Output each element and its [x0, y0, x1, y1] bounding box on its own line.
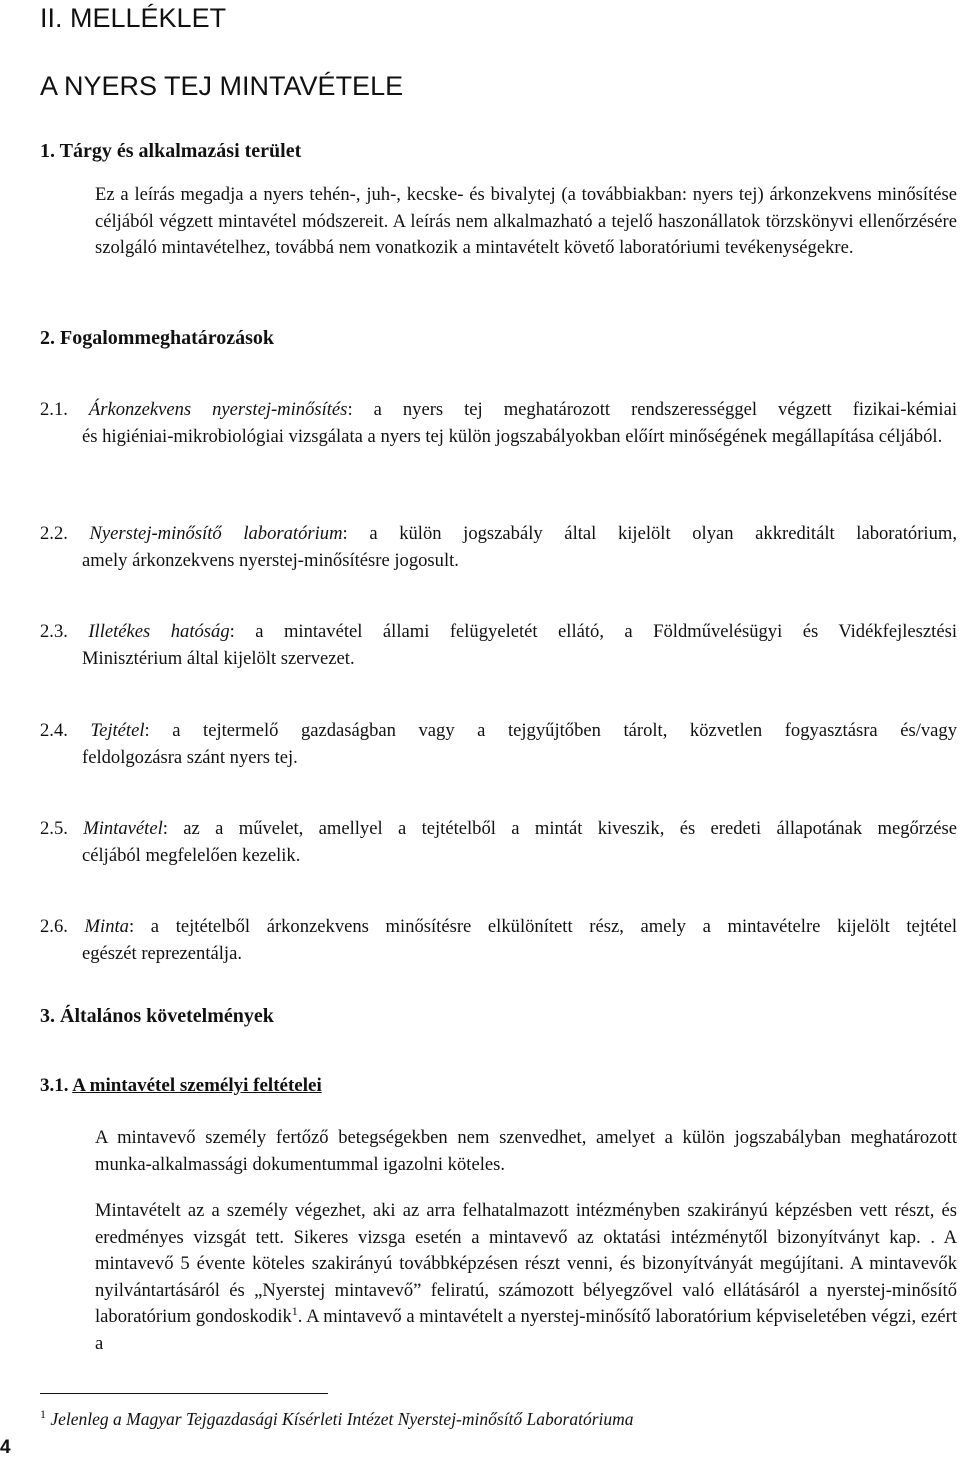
- definition-2-1: [40, 397, 957, 450]
- definition-term: Árkonzekvens nyerstej-minősítés: [88, 399, 348, 420]
- section-1-heading: 1. Tárgy és alkalmazási terület: [40, 140, 302, 162]
- definition-continuation: Minisztérium által kijelölt szervezet.: [82, 647, 355, 669]
- definition-term: Illetékes hatóság: [88, 621, 230, 642]
- paragraph-text: Mintavételt az a személy végezhet, aki az arra felhatalmazott intézményben szakirányú képzésben vett részt, és eredményes vizsgát tett. Sikeres vizsga esetén a mintavevő az oktatási intézménytől bizonyítványt kap. . A mintavevő 5 évente köteles szakirányú továbbképzésen részt venni, és bizonyítványát megújítani. A mintavevők nyilvántartásáról és „Nyerstej mintavevő” feliratú, számozott bélyegzővel való ellátásáról a nyerstej-minősítő laboratórium gondoskodik: [95, 1200, 957, 1327]
- definition-2-6: [40, 914, 957, 967]
- definition-number: 2.5.: [40, 818, 68, 839]
- definition-term: Tejtétel: [90, 720, 145, 741]
- footnote-text: Jelenleg a Magyar Tejgazdasági Kísérleti Intézet Nyerstej-minősítő Laboratóriuma: [50, 1409, 634, 1429]
- definition-number: 2.3.: [40, 621, 68, 642]
- definition-first-line: [40, 914, 957, 941]
- definition-first-line: [40, 619, 957, 646]
- definition-2-4: [40, 718, 957, 771]
- document-title: A NYERS TEJ MINTAVÉTELE: [40, 71, 404, 101]
- section-2-heading: 2. Fogalommeghatározások: [40, 327, 275, 349]
- definition-text: : az a művelet, amellyel a tejtételből a mintát kiveszik, és eredeti állapotának megőrzése: [162, 818, 957, 839]
- subsection-3-1-heading: [40, 1073, 322, 1099]
- definition-number: 2.6.: [40, 916, 68, 937]
- paragraph-text-end: . A mintavevő a mintavételt a nyerstej-minősítő laboratórium képviseletében végzi, ezért a: [95, 1306, 957, 1354]
- definition-number: 2.4.: [40, 720, 68, 741]
- definition-continuation: feldolgozásra szánt nyers tej.: [82, 746, 298, 768]
- section-3-heading: 3. Általános követelmények: [40, 1005, 274, 1027]
- subsection-3-1-paragraph-1: A mintavevő személy fertőző betegségekben nem szenvedhet, amelyet a külön jogszabályban meghatározott munka-alkalmassági dokumentummal igazolni köteles.: [95, 1127, 957, 1175]
- definition-number: 2.1.: [40, 399, 68, 420]
- definition-text: : a tejtermelő gazdaságban vagy a tejgyűjtőben tárolt, közvetlen fogyasztásra és/vagy: [144, 720, 958, 741]
- section-1-body: Ez a leírás megadja a nyers tehén-, juh-, kecske- és bivalytej (a továbbiakban: nyers tej) árkonzekvens minősítése céljából végzett mintavétel módszereit. A leírás nem alkalmazható a tejelő haszonállatok törzskönyvi ellenőrzésére szolgáló mintavételhez, továbbá nem vonatkozik a mintavételt követő laboratóriumi tevékenységekre.: [95, 184, 957, 258]
- annex-title: II. MELLÉKLET: [40, 3, 227, 33]
- definition-2-5: [40, 816, 957, 869]
- definition-text: : a mintavétel állami felügyeletét ellátó, a Földművelésügyi és Vidékfejlesztési: [229, 621, 957, 642]
- definition-term: Nyerstej-minősítő laboratórium: [89, 523, 343, 544]
- definition-continuation: céljából megfelelően kezelik.: [82, 844, 301, 866]
- definition-first-line: [40, 718, 957, 745]
- definition-first-line: [40, 521, 957, 548]
- definition-first-line: [40, 397, 957, 424]
- definition-text: : a nyers tej meghatározott rendszerességgel végzett fizikai-kémiai: [347, 399, 957, 420]
- definition-number: 2.2.: [40, 523, 68, 544]
- definition-first-line: [40, 816, 957, 843]
- footnote-mark: 1: [40, 1407, 46, 1422]
- definition-continuation: amely árkonzekvens nyerstej-minősítésre jogosult.: [82, 549, 459, 571]
- subsection-number: 3.1.: [40, 1075, 69, 1096]
- definition-continuation: egészét reprezentálja.: [82, 942, 242, 964]
- definition-term: Mintavétel: [83, 818, 163, 839]
- definition-2-3: [40, 619, 957, 672]
- footnote-separator: [40, 1393, 328, 1394]
- footnote: [40, 1408, 634, 1430]
- definition-text: : a külön jogszabály által kijelölt olyan akkreditált laboratórium,: [342, 523, 957, 544]
- definition-term: Minta: [84, 916, 129, 937]
- footnote-reference[interactable]: 1: [291, 1303, 298, 1318]
- subsection-3-1-paragraph-2: [95, 1198, 957, 1357]
- subsection-title: A mintavétel személyi feltételei: [72, 1075, 322, 1096]
- page-number: 4: [0, 1437, 11, 1458]
- definition-text: : a tejtételből árkonzekvens minősítésre elkülönített rész, amely a mintavételre kijelölt tejtétel: [128, 916, 957, 937]
- definition-2-2: [40, 521, 957, 574]
- definition-continuation: és higiéniai-mikrobiológiai vizsgálata a nyers tej külön jogszabályokban előírt minőségének megállapítása céljából.: [82, 425, 943, 447]
